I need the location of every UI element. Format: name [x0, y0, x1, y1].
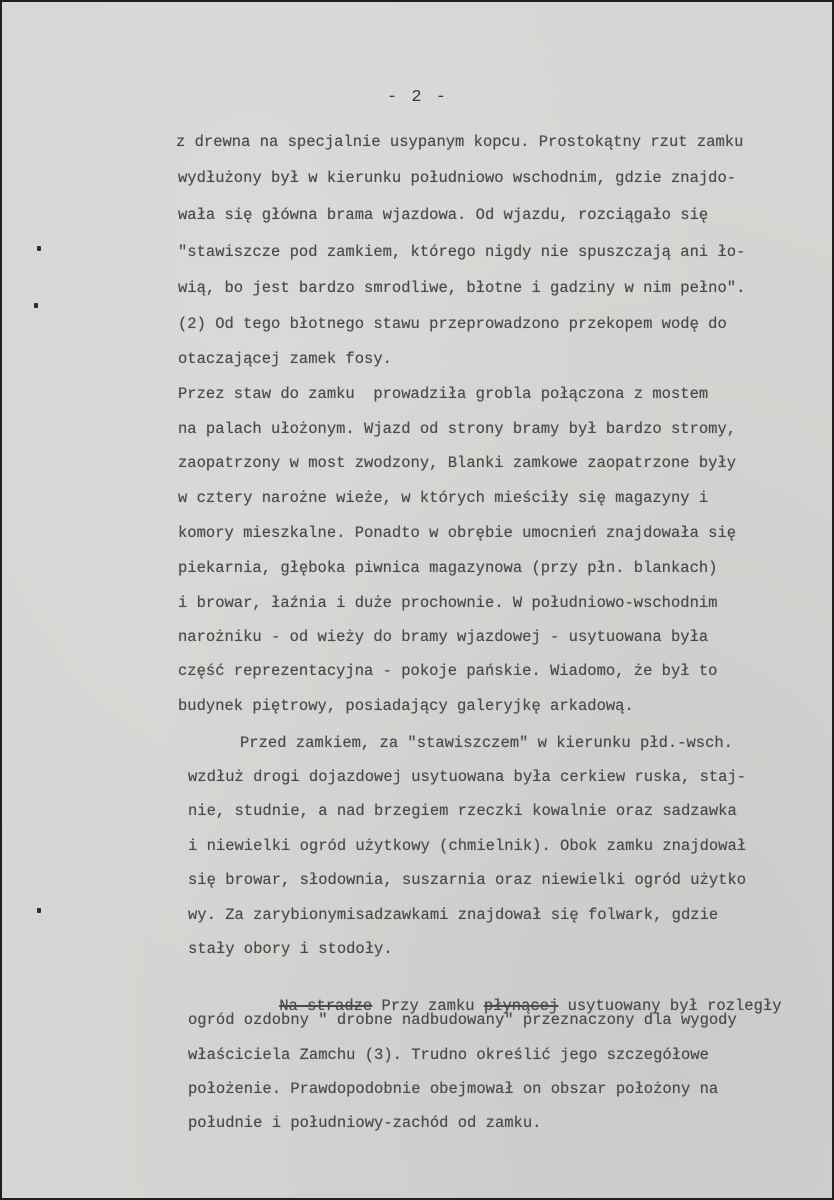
text-line: ogród ozdobny " drobne nadbudowany" przeznaczony dla wygody [188, 1011, 737, 1029]
margin-dot [37, 246, 41, 251]
text-line: część reprezentacyjna - pokoje pańskie. Wiadomo, że był to [178, 662, 718, 680]
struck-text: Na stradze [279, 997, 373, 1015]
text-span: usytuowany był rozległy [558, 997, 782, 1015]
text-line: zaopatrzony w most zwodzony, Blanki zamkowe zaopatrzone były [178, 454, 737, 472]
struck-text: płynącej [483, 997, 559, 1015]
text-line: narożniku - od wieży do bramy wjazdowej - usytuowana była [178, 628, 709, 646]
text-line: położenie. Prawdopodobnie obejmował on obszar położony na [188, 1080, 719, 1098]
text-line: nie, studnie, a nad brzegiem rzeczki kowalnie oraz sadzawka [188, 802, 737, 820]
text-line: "stawiszcze pod zamkiem, którego nigdy nie spuszczają ani ło- [178, 243, 746, 261]
text-line: budynek piętrowy, posiadający galeryjkę arkadową. [178, 697, 634, 715]
text-line: piekarnia, głęboka piwnica magazynowa (przy płn. blankach) [178, 559, 718, 577]
text-line: i browar, łaźnia i duże prochownie. W południowo-wschodnim [178, 594, 718, 612]
margin-dot [34, 303, 38, 308]
text-line: na palach ułożonym. Wjazd od strony bramy był bardzo stromy, [178, 420, 737, 438]
text-line: Przed zamkiem, za "stawiszczem" w kierunku płd.-wsch. [240, 734, 733, 752]
text-line: (2) Od tego błotnego stawu przeprowadzono przekopem wodę do [178, 315, 727, 333]
text-line: i niewielki ogród użytkowy (chmielnik). Obok zamku znajdował [188, 837, 747, 855]
text-line: wała się główna brama wjazdowa. Od wjazdu, rozciągało się [178, 206, 709, 224]
text-line: z drewna na specjalnie usypanym kopcu. Prostokątny rzut zamku [176, 133, 744, 151]
text-line: komory mieszkalne. Ponadto w obrębie umocnień znajdowała się [178, 524, 737, 542]
text-line: się browar, słodownia, suszarnia oraz niewielki ogród użytko [188, 871, 747, 889]
text-line: w cztery narożne wieże, w których mieściły się magazyny i [178, 489, 709, 507]
page-number: - 2 - [387, 88, 449, 107]
text-line: wy. Za zarybionymisadzawkami znajdował się folwark, gdzie [188, 906, 719, 924]
text-line: wydłużony był w kierunku południowo wschodnim, gdzie znajdo- [178, 169, 737, 187]
text-line: wzdłuż drogi dojazdowej usytuowana była cerkiew ruska, staj- [188, 768, 747, 786]
margin-dot [37, 908, 41, 913]
text-line: otaczającej zamek fosy. [178, 350, 392, 368]
text-line: Przez staw do zamku prowadziła grobla połączona z mostem [178, 385, 709, 403]
text-line: stały obory i stodoły. [188, 940, 393, 958]
text-span: Przy zamku [372, 997, 484, 1015]
text-line: wią, bo jest bardzo smrodliwe, błotne i gadziny w nim pełno". [178, 279, 746, 297]
text-line: właściciela Zamchu (3). Trudno określić jego szczegółowe [188, 1046, 709, 1064]
text-line: południe i południowy-zachód od zamku. [188, 1114, 542, 1132]
